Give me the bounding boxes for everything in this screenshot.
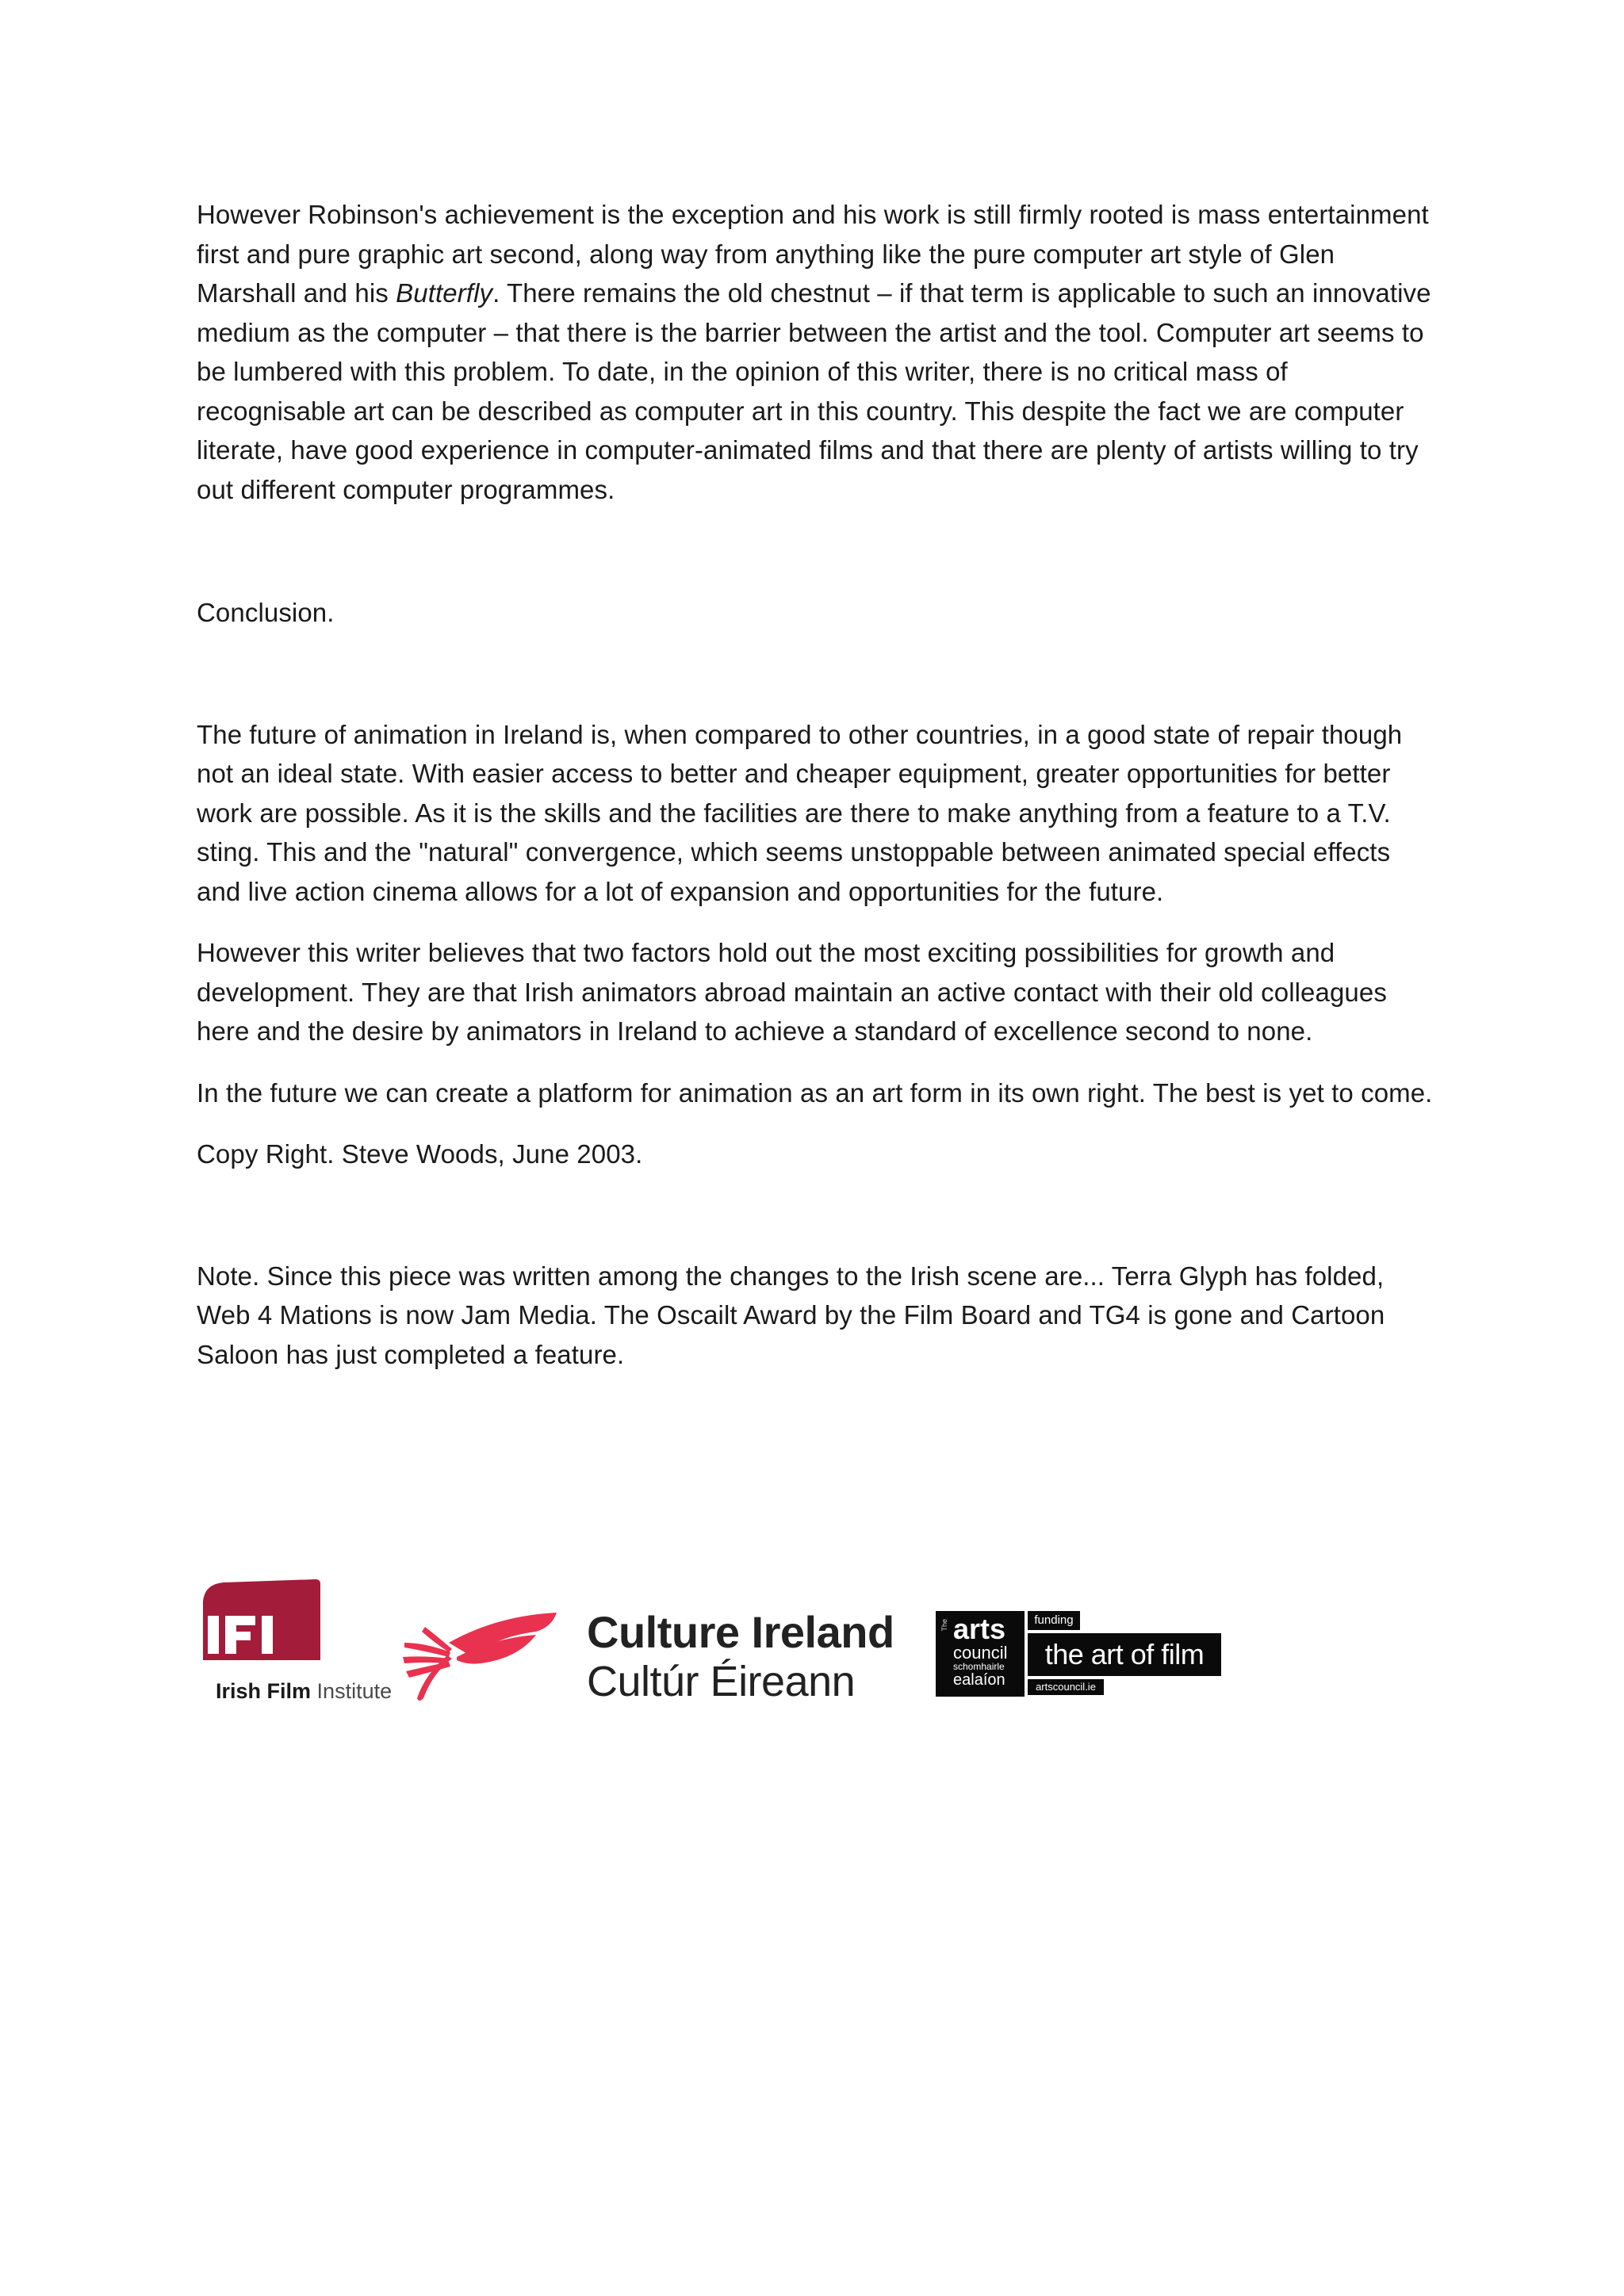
- culture-ireland-logo: [587, 1606, 936, 1709]
- paragraph-robinson: [197, 195, 1434, 509]
- conclusion-paragraph-3: In the future we can create a platform for animation as an art form in its own right. The best is yet to come.: [197, 1077, 1433, 1108]
- conclusion-heading: Conclusion.: [197, 598, 335, 627]
- document-body: [197, 195, 1434, 1374]
- ifi-mark-icon: [197, 1579, 324, 1674]
- culture-ireland-english: Culture Ireland: [587, 1607, 894, 1657]
- arts-council-word: arts: [953, 1613, 1006, 1645]
- art-of-film-main: the art of film: [1028, 1633, 1221, 1676]
- culture-ireland-irish: Cultúr Éireann: [587, 1658, 856, 1705]
- copyright-line: Copy Right. Steve Woods, June 2003.: [197, 1139, 643, 1169]
- conclusion-paragraph-2: However this writer believes that two factors hold out the most exciting possibilities for growth and development. They are that Irish animators abroad maintain an active contact with their old colleagues here and the desire by animators in Ireland to achieve a standard of excellence second to none.: [197, 938, 1387, 1046]
- arts-council-council: council: [953, 1643, 1008, 1663]
- ifi-name-light: Institute: [316, 1679, 393, 1703]
- sponsor-logos: [197, 1579, 1228, 1714]
- arts-council-irish-big: ealaíon: [953, 1671, 1005, 1689]
- art-of-film-url: artscouncil.ie: [1028, 1679, 1104, 1695]
- ifi-name-bold: Irish Film: [216, 1679, 312, 1703]
- note-paragraph: Note. Since this piece was written among the changes to the Irish scene are... Terra Glyph has folded, Web 4 Mations is now Jam Media. The Oscailt Award by the Film Board and TG4 is gone and Cartoon Saloon has just completed a feature.: [197, 1261, 1385, 1369]
- art-of-film-logo: [1028, 1611, 1221, 1697]
- ifi-logo: [197, 1579, 409, 1714]
- arts-council-logo: [936, 1611, 1221, 1697]
- culture-ireland-bird-icon: [401, 1611, 560, 1706]
- arts-council-box: [936, 1611, 1025, 1697]
- art-of-film-funding: funding: [1028, 1611, 1080, 1630]
- arts-council-irish-small: schomhairle: [953, 1661, 1005, 1672]
- ifi-name: [216, 1679, 392, 1704]
- paragraph-robinson-before: However Robinson's achievement is the exception and his work is still firmly rooted is mass entertainment first and pure graphic art second, along way from anything like the pure computer art style of Glen Marshall and his: [197, 200, 1429, 308]
- conclusion-paragraph-1: The future of animation in Ireland is, when compared to other countries, in a good state of repair though not an ideal state. With easier access to better and cheaper equipment, greater opportunities for better work are possible. As it is the skills and the facilities are there to make anything from a feature to a T.V. sting. This and the "natural" convergence, which seems unstoppable between animated special effects and live action cinema allows for a lot of expansion and opportunities for the future.: [197, 719, 1403, 906]
- paragraph-robinson-after: . There remains the old chestnut – if that term is applicable to such an innovative medium as the computer – that there is the barrier between the artist and the tool. Computer art seems to be lumbered with this problem. To date, in the opinion of this writer, there is no critical mass of recognisable art can be described as computer art in this country. This despite the fact we are computer literate, have good experience in computer-animated films and that there are plenty of artists willing to try out different computer programmes.: [197, 278, 1431, 504]
- arts-council-side-text: The: [940, 1619, 948, 1632]
- butterfly-title: Butterfly: [396, 278, 493, 308]
